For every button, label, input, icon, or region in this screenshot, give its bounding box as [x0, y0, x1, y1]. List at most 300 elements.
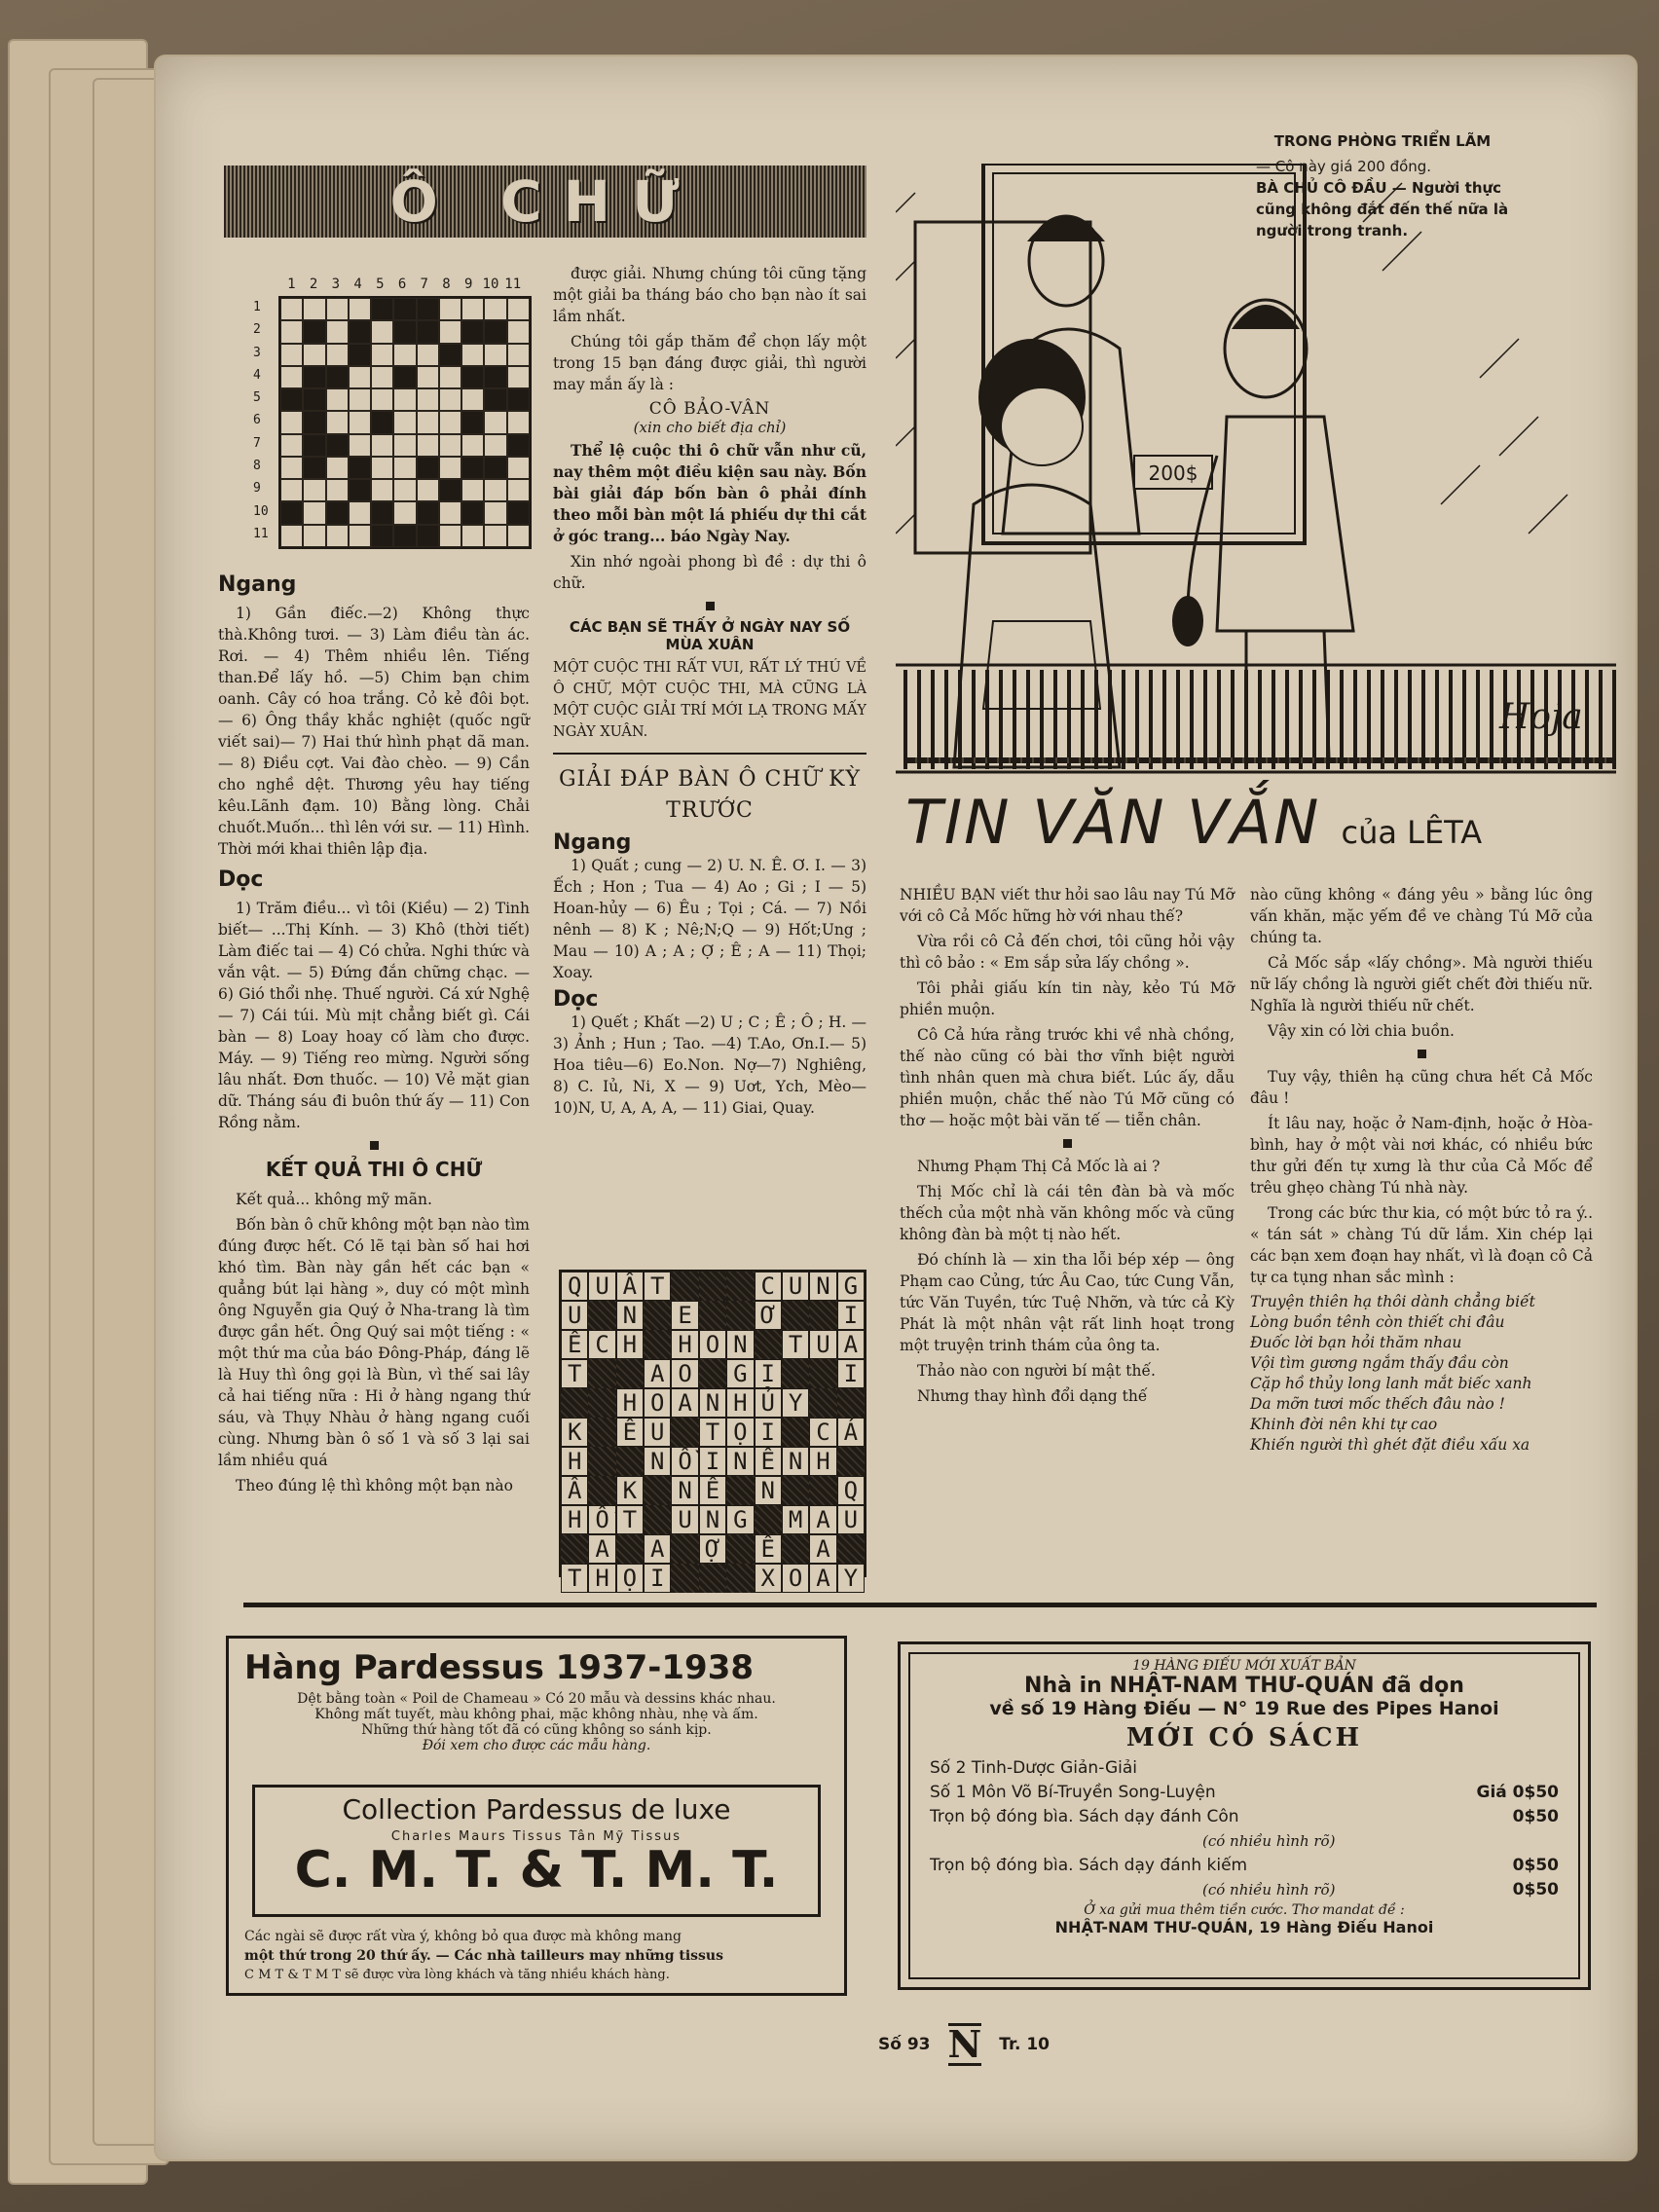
white-cell	[484, 479, 506, 501]
ad-address: về số 19 Hàng Điếu — N° 19 Rue des Pipes Hanoi	[989, 1698, 1499, 1719]
white-cell	[461, 434, 484, 457]
black-cell	[588, 1476, 615, 1505]
gd-doc-heading: Dọc	[553, 987, 599, 1012]
white-cell	[393, 388, 416, 411]
white-cell	[507, 411, 530, 433]
column-1	[218, 572, 530, 1500]
white-cell	[439, 320, 461, 343]
black-cell	[484, 457, 506, 479]
white-cell	[439, 366, 461, 388]
ad-foot-line: Ở xa gửi mua thêm tiền cước. Thơ mandat đề :	[1084, 1902, 1405, 1918]
white-cell	[393, 411, 416, 433]
letter-cell: E	[671, 1301, 698, 1330]
white-cell	[303, 525, 325, 547]
title-text: Ô CHỮ	[389, 168, 701, 235]
letter-cell: G	[726, 1359, 754, 1388]
white-cell	[371, 320, 393, 343]
letter-cell: Q	[837, 1476, 865, 1505]
cartoon-rule	[905, 757, 1616, 763]
page-title	[224, 166, 866, 238]
letter-cell: C	[755, 1272, 782, 1301]
white-cell	[507, 457, 530, 479]
letter-cell: U	[837, 1505, 865, 1534]
ad-foot-line: NHẬT-NAM THƯ-QUÁN, 19 Hàng Điếu Hanoi	[1054, 1918, 1434, 1936]
black-cell	[303, 366, 325, 388]
letter-cell: U	[809, 1330, 836, 1359]
black-cell	[782, 1359, 809, 1388]
letter-cell: U	[588, 1272, 615, 1301]
letter-cell: O	[699, 1330, 726, 1359]
ket-qua-heading: KẾT QUẢ THI Ô CHỮ	[265, 1158, 483, 1181]
letter-cell: Ọ	[616, 1564, 644, 1593]
black-cell	[461, 366, 484, 388]
black-cell	[371, 525, 393, 547]
tin-van-para: Ít lâu nay, hoặc ở Nam-định, hoặc ở Hòa-bình, hay ở một vài nơi khác, có nhiều bức thư gửi đến tự xưng là thư của Cả Mốc để trêu ghẹo chàng Tú nhà này.	[1250, 1115, 1593, 1197]
white-cell	[280, 479, 303, 501]
black-cell	[837, 1388, 865, 1418]
tin-van-col-2	[1250, 884, 1593, 1456]
letter-cell: Ê	[699, 1476, 726, 1505]
black-cell	[782, 1418, 809, 1447]
black-cell	[393, 320, 416, 343]
book-label: (có nhiều hình rõ)	[1202, 1881, 1336, 1899]
white-cell	[303, 501, 325, 524]
letter-cell: I	[644, 1564, 671, 1593]
black-cell	[393, 366, 416, 388]
letter-cell: O	[644, 1388, 671, 1418]
black-cell	[303, 411, 325, 433]
white-cell	[507, 525, 530, 547]
row-number: 5	[253, 390, 261, 406]
book-price: Giá 0$50	[1476, 1783, 1559, 1802]
black-cell	[671, 1534, 698, 1564]
black-cell	[280, 388, 303, 411]
ad-inner-box	[252, 1785, 821, 1917]
letter-cell: Ế	[561, 1330, 588, 1359]
black-cell	[809, 1476, 836, 1505]
white-cell	[371, 388, 393, 411]
solution-grid	[559, 1270, 866, 1592]
tin-van-col-1	[900, 884, 1235, 1411]
poem-line: Lòng buồn tênh còn thiết chi đâu	[1250, 1313, 1505, 1331]
tin-van-para: Cô Cả hứa rằng trước khi về nhà chồng, thế nào cũng có bài thơ vĩnh biệt người tình nhân quen mà chưa biết. Lúc ấy, dẫu phiền muộn, chắc thế nào Tú Mỡ cũng có thơ — hoặc một bài văn tế — tiễn chân.	[900, 1026, 1235, 1129]
cartoon-illustration	[896, 164, 1616, 787]
ngang-clues: 1) Gần điếc.—2) Không thực thà.Không tươi. — 3) Làm điều tàn ác. Rơi. — 4) Thêm nhiều lên. Tiếng than.Để lấy hồ. —5) Chim bạn chim oanh. Cây có hoa trắng. Cỏ kẻ đôi bọt. — 6) Ông thầy khắc nghiệt (quốc ngữ viết sai)— 7) Hai thứ hình phạt dã man. — 8) Điều cợt. Vai đào chèo. — 9) Cần cho nghề dệt. Thương yêu hay tiếng kêu.Lãnh đạm. 10) Bằng lòng. Chải chuốt.Muốn... thì lên với sư. — 11) Hình. Thời mới khai thiên lập địa.	[218, 605, 530, 858]
winner-name: CÔ BẢO-VÂN	[648, 399, 771, 419]
black-cell	[507, 501, 530, 524]
black-cell	[303, 388, 325, 411]
cartoon-caption	[1236, 130, 1529, 241]
black-cell	[726, 1476, 754, 1505]
black-cell	[699, 1359, 726, 1388]
letter-cell: Ủ	[755, 1388, 782, 1418]
white-cell	[371, 434, 393, 457]
tin-van-para: Vậy xin có lời chia buồn.	[1268, 1022, 1455, 1040]
poem-line: Truyện thiên hạ thôi dành chẳng biết	[1250, 1293, 1535, 1310]
winner-note: (xin cho biết địa chỉ)	[633, 419, 787, 436]
letter-cell: H	[561, 1505, 588, 1534]
letter-cell: A	[644, 1359, 671, 1388]
col-number: 3	[331, 276, 341, 292]
black-cell	[303, 320, 325, 343]
ad-top-line: 19 HÀNG ĐIẾU MỚI XUẤT BẢN	[1132, 1658, 1356, 1674]
col-number: 5	[376, 276, 385, 292]
letter-cell: H	[616, 1388, 644, 1418]
separator-bullet	[706, 602, 715, 610]
white-cell	[439, 388, 461, 411]
black-cell	[809, 1359, 836, 1388]
letter-cell: C	[809, 1418, 836, 1447]
gd-ngang-heading: Ngang	[553, 830, 632, 855]
col-number: 8	[442, 276, 451, 292]
black-cell	[507, 434, 530, 457]
black-cell	[349, 320, 371, 343]
separator-bullet	[1418, 1050, 1426, 1058]
letter-cell: Ợ	[699, 1534, 726, 1564]
letter-cell: T	[782, 1330, 809, 1359]
letter-cell: Ơ	[755, 1301, 782, 1330]
caption-line: BÀ CHỦ CÔ ĐẦU — Người thực cũng không đắt đến thế nữa là người trong tranh.	[1256, 179, 1509, 240]
row-number: 4	[253, 367, 261, 383]
doc-heading: Dọc	[218, 867, 264, 892]
black-cell	[671, 1272, 698, 1301]
giai-dap-title: GIẢI ĐÁP BÀN Ô CHỮ KỲ TRƯỚC	[558, 767, 862, 823]
black-cell	[782, 1534, 809, 1564]
poem-line: Khiến người thì ghét đặt điều xấu xa	[1250, 1436, 1530, 1454]
black-cell	[726, 1534, 754, 1564]
white-cell	[417, 344, 439, 366]
letter-cell: H	[561, 1447, 588, 1476]
ad-headline: Nhà in NHẬT-NAM THƯ-QUÁN đã dọn	[1024, 1674, 1464, 1698]
letter-cell: A	[588, 1534, 615, 1564]
letter-cell: A	[671, 1388, 698, 1418]
white-cell	[303, 344, 325, 366]
white-cell	[439, 457, 461, 479]
col-number: 7	[420, 276, 428, 292]
ad-line: Không mất tuyết, màu không phai, mặc không nhàu, nhẹ và ấm.	[314, 1707, 758, 1722]
envelope-note: Xin nhớ ngoài phong bì đề : dự thi ô chữ.	[553, 553, 866, 592]
white-cell	[417, 434, 439, 457]
letter-cell: Y	[782, 1388, 809, 1418]
crossword-col-numbers	[280, 276, 524, 292]
black-cell	[699, 1272, 726, 1301]
black-cell	[371, 501, 393, 524]
artist-signature: Hoja	[1499, 697, 1583, 737]
white-cell	[484, 411, 506, 433]
black-cell	[461, 320, 484, 343]
letter-cell: T	[616, 1505, 644, 1534]
letter-cell: Y	[837, 1564, 865, 1593]
tin-van-para: Cả Mốc sắp «lấy chồng». Mà người thiếu nữ lấy chồng là người giết chết đời thiếu nữ. Nghĩa là người thiếu nữ chết.	[1250, 954, 1593, 1014]
letter-cell: T	[561, 1359, 588, 1388]
white-cell	[280, 298, 303, 320]
gd-doc-text: 1) Quết ; Khất —2) U ; C ; Ê ; Ô ; H. —3) Ảnh ; Hun ; Tao. —4) T.Ao, Ơn.I.— 5) Hoa tiêu—6) Eo.Non. Nợ—7) Nghiêng, 8) C. Iủ, Ni, X — 9) Uơt, Ych, Mèo— 10)N, U, A, A, A, — 11) Giai, Quay.	[553, 1014, 866, 1117]
letter-cell: A	[809, 1505, 836, 1534]
letter-cell: Ố	[588, 1505, 615, 1534]
row-number: 2	[253, 322, 261, 338]
letter-cell: G	[726, 1505, 754, 1534]
col-number: 2	[309, 276, 318, 292]
white-cell	[484, 525, 506, 547]
letter-cell: I	[755, 1359, 782, 1388]
white-cell	[484, 434, 506, 457]
black-cell	[303, 434, 325, 457]
ngang-heading: Ngang	[218, 572, 297, 597]
letter-cell: A	[809, 1564, 836, 1593]
white-cell	[461, 298, 484, 320]
ad-foot-line: Các ngài sẽ được rất vừa ý, không bỏ qua được mà không mang	[244, 1929, 682, 1944]
col-number: 9	[464, 276, 473, 292]
letter-cell: K	[561, 1418, 588, 1447]
letter-cell: Ê	[755, 1534, 782, 1564]
letter-cell: N	[699, 1505, 726, 1534]
book-label: (có nhiều hình rõ)	[1202, 1832, 1336, 1850]
letter-cell: H	[588, 1564, 615, 1593]
black-cell	[461, 411, 484, 433]
white-cell	[461, 388, 484, 411]
black-cell	[349, 479, 371, 501]
white-cell	[280, 344, 303, 366]
tin-van-para: Tuy vậy, thiên hạ cũng chưa hết Cả Mốc đâu !	[1250, 1068, 1593, 1107]
letter-cell: Á	[837, 1418, 865, 1447]
black-cell	[484, 320, 506, 343]
white-cell	[280, 320, 303, 343]
black-cell	[644, 1330, 671, 1359]
tin-van-para: Thị Mốc chỉ là cái tên đàn bà và mốc thếch của một nhà văn không mốc và cũng không đàn bà một tị nào hết.	[900, 1183, 1235, 1243]
white-cell	[326, 298, 349, 320]
black-cell	[439, 479, 461, 501]
black-cell	[809, 1301, 836, 1330]
white-cell	[280, 457, 303, 479]
letter-cell: N	[726, 1330, 754, 1359]
black-cell	[726, 1564, 754, 1593]
col-number: 10	[482, 276, 499, 292]
white-cell	[371, 344, 393, 366]
separator-bullet	[370, 1141, 379, 1150]
white-cell	[484, 344, 506, 366]
announce-heading: CÁC BẠN SẼ THẤY Ở NGÀY NAY SỐ MÙA XUÂN	[569, 618, 851, 653]
column-2	[553, 263, 866, 1123]
crossword-row-numbers	[253, 296, 276, 545]
white-cell	[326, 388, 349, 411]
letter-cell: A	[809, 1534, 836, 1564]
letter-cell: H	[616, 1330, 644, 1359]
letter-cell: N	[726, 1447, 754, 1476]
white-cell	[417, 388, 439, 411]
letter-cell: U	[644, 1418, 671, 1447]
ad-line: Dệt bằng toàn « Poil de Chameau » Có 20 mẫu và dessins khác nhau.	[297, 1691, 776, 1707]
row-number: 1	[253, 300, 261, 314]
letter-cell: N	[616, 1301, 644, 1330]
tin-van-para: Trong các bức thư kia, có một bức tỏ ra ý.. « tán sát » chàng Tú dữ lắm. Xin chép lại các bạn xem đoạn hay nhất, vì là đoạn cô Cả tự ca tụng nhan sắc mình :	[1250, 1204, 1593, 1286]
black-cell	[371, 411, 393, 433]
black-cell	[417, 457, 439, 479]
ad-line: Những thứ hàng tốt đã có cũng không so sánh kịp.	[361, 1722, 712, 1738]
row-number: 6	[253, 413, 261, 428]
black-cell	[417, 525, 439, 547]
bottom-rule	[243, 1603, 1597, 1607]
black-cell	[588, 1447, 615, 1476]
letter-cell: K	[616, 1476, 644, 1505]
white-cell	[484, 298, 506, 320]
white-cell	[393, 344, 416, 366]
black-cell	[782, 1301, 809, 1330]
ad-nhat-nam	[898, 1641, 1591, 1990]
white-cell	[371, 366, 393, 388]
black-cell	[644, 1301, 671, 1330]
letter-cell: T	[561, 1564, 588, 1593]
letter-cell: H	[809, 1447, 836, 1476]
letter-cell: I	[699, 1447, 726, 1476]
ad-line: Đói xem cho được các mẫu hàng.	[422, 1738, 651, 1753]
ad-foot-line: một thứ trong 20 thứ ấy. — Các nhà tailleurs may những tissus	[244, 1948, 723, 1964]
book-label: Trọn bộ đóng bìa. Sách dạy đánh kiếm	[930, 1856, 1248, 1875]
white-cell	[461, 525, 484, 547]
letter-cell: U	[782, 1272, 809, 1301]
black-cell	[439, 344, 461, 366]
white-cell	[280, 366, 303, 388]
black-cell	[326, 501, 349, 524]
black-cell	[726, 1272, 754, 1301]
letter-cell: N	[782, 1447, 809, 1476]
letter-cell: O	[782, 1564, 809, 1593]
caption-line: — Cô này giá 200 đồng.	[1256, 158, 1432, 175]
black-cell	[809, 1388, 836, 1418]
book-label: Số 1 Môn Võ Bí-Truyền Song-Luyện	[930, 1783, 1216, 1802]
tin-van-header	[905, 787, 1616, 865]
gd-ngang-text: 1) Quất ; cung — 2) U. N. Ê. Ơ. I. — 3) Ếch ; Hon ; Tua — 4) Ao ; Gi ; I — 5) Hoan-hủy — 6) Êu ; Tọi ; Cá. — 7) Nồi nênh — 8) K ; Nê;N;Q — 9) Hốt;Ung ; Mau — 10) A ; A ; Ợ ; Ê ; A — 11) Thọi; Xoay.	[553, 857, 866, 981]
tin-van-para: nào cũng không « đáng yêu » bằng lúc ông vấn khăn, mặc yếm đề ve chàng Tú Mỡ của chúng ta.	[1250, 886, 1593, 946]
ket-qua-para: Kết quả... không mỹ mãn.	[236, 1191, 432, 1208]
row-number: 3	[253, 345, 261, 360]
letter-cell: H	[726, 1388, 754, 1418]
col-number: 4	[353, 276, 362, 292]
page-number: Tr. 10	[999, 2035, 1050, 2054]
letter-cell: I	[837, 1359, 865, 1388]
white-cell	[349, 298, 371, 320]
black-cell	[484, 366, 506, 388]
letter-cell: N	[699, 1388, 726, 1418]
black-cell	[755, 1330, 782, 1359]
letter-cell: A	[837, 1330, 865, 1359]
black-cell	[417, 298, 439, 320]
letter-cell: I	[837, 1301, 865, 1330]
letter-cell: N	[644, 1447, 671, 1476]
ad-foot-line: C M T & T M T sẽ được vừa lòng khách và tăng nhiều khách hàng.	[244, 1968, 670, 1982]
white-cell	[326, 411, 349, 433]
col2-para: Chúng tôi gắp thăm để chọn lấy một trong 15 bạn đáng được giải, thì người may mắn ấy là :	[553, 333, 866, 393]
ket-qua-para: Theo đúng lệ thì không một bạn nào	[236, 1477, 513, 1494]
white-cell	[507, 320, 530, 343]
col-number: 6	[397, 276, 407, 292]
black-cell	[280, 501, 303, 524]
letter-cell: X	[755, 1564, 782, 1593]
white-cell	[439, 501, 461, 524]
tin-van-para: Nhưng thay hình đổi dạng thế	[917, 1387, 1148, 1405]
black-cell	[616, 1447, 644, 1476]
issue-number: Số 93	[878, 2035, 931, 2054]
tin-van-title: TIN VĂN VẮN	[905, 787, 1321, 858]
white-cell	[280, 434, 303, 457]
poem-line: Cặp hồ thủy long lanh mắt biếc xanh	[1250, 1375, 1532, 1392]
tin-van-para: NHIỀU BẠN viết thư hỏi sao lâu nay Tú Mỡ với cô Cả Mốc hững hờ với nhau thế?	[900, 886, 1235, 925]
row-number: 10	[253, 503, 269, 519]
ad-pardessus-title: Hàng Pardessus 1937-1938	[244, 1648, 755, 1687]
poem-line: Khinh đời nên khi tự cao	[1250, 1416, 1438, 1433]
letter-cell: T	[699, 1418, 726, 1447]
white-cell	[507, 298, 530, 320]
crossword-grid	[278, 296, 532, 549]
black-cell	[349, 344, 371, 366]
black-cell	[507, 388, 530, 411]
black-cell	[417, 501, 439, 524]
white-cell	[461, 344, 484, 366]
black-cell	[699, 1564, 726, 1593]
announce-text: MỘT CUỘC THI RẤT VUI, RẤT LÝ THÚ VỀ Ô CHỮ, MỘT CUỘC THI, MÀ CŨNG LÀ MỘT CUỘC GIẢI TRÍ MỚI LẠ TRONG MẤY NGÀY XUÂN.	[553, 660, 866, 740]
col-number: 11	[504, 276, 522, 292]
letter-cell: N	[671, 1476, 698, 1505]
inner-title: Collection Pardessus de luxe	[342, 1793, 731, 1825]
black-cell	[616, 1359, 644, 1388]
black-cell	[699, 1301, 726, 1330]
black-cell	[326, 366, 349, 388]
white-cell	[417, 411, 439, 433]
letter-cell: T	[644, 1272, 671, 1301]
black-cell	[349, 457, 371, 479]
ad-pardessus	[226, 1636, 847, 1996]
newspaper-page	[156, 56, 1636, 2159]
white-cell	[303, 298, 325, 320]
white-cell	[371, 457, 393, 479]
black-cell	[644, 1505, 671, 1534]
white-cell	[371, 479, 393, 501]
letter-cell: Ọ	[726, 1418, 754, 1447]
book-price: 0$50	[1512, 1807, 1559, 1826]
letter-cell: U	[561, 1301, 588, 1330]
white-cell	[507, 479, 530, 501]
letter-cell: N	[755, 1476, 782, 1505]
brand-logo: C. M. T. & T. M. T.	[294, 1841, 779, 1899]
letter-cell: N	[809, 1272, 836, 1301]
tin-van-para: Vừa rồi cô Cả đến chơi, tôi cũng hỏi vậy thì cô bảo : « Em sắp sửa lấy chồng ».	[900, 933, 1235, 972]
poem-line: Vội tìm gương ngắm thấy đầu còn	[1250, 1354, 1509, 1372]
white-cell	[417, 479, 439, 501]
black-cell	[393, 525, 416, 547]
white-cell	[461, 479, 484, 501]
separator-bullet	[1063, 1139, 1072, 1148]
book-price: 0$50	[1512, 1880, 1559, 1899]
white-cell	[326, 320, 349, 343]
white-cell	[439, 298, 461, 320]
white-cell	[393, 434, 416, 457]
black-cell	[461, 457, 484, 479]
newspaper-logo: N	[947, 2022, 982, 2066]
book-price: 0$50	[1512, 1856, 1559, 1875]
price-tag: 200$	[1148, 461, 1198, 485]
black-cell	[755, 1505, 782, 1534]
white-cell	[326, 479, 349, 501]
black-cell	[616, 1534, 644, 1564]
poem-line: Đuốc lời bạn hỏi thăm nhau	[1250, 1334, 1462, 1351]
caption-title: TRONG PHÒNG TRIỂN LÃM	[1273, 132, 1492, 150]
black-cell	[782, 1476, 809, 1505]
poem-line: Da mỡn tươi mốc thếch đâu nào !	[1250, 1395, 1505, 1413]
black-cell	[671, 1564, 698, 1593]
ad-heading: MỚI CÓ SÁCH	[1125, 1723, 1363, 1752]
ad-foot	[244, 1927, 829, 1985]
white-cell	[280, 525, 303, 547]
tin-van-byline: của LÊTA	[1341, 814, 1483, 851]
